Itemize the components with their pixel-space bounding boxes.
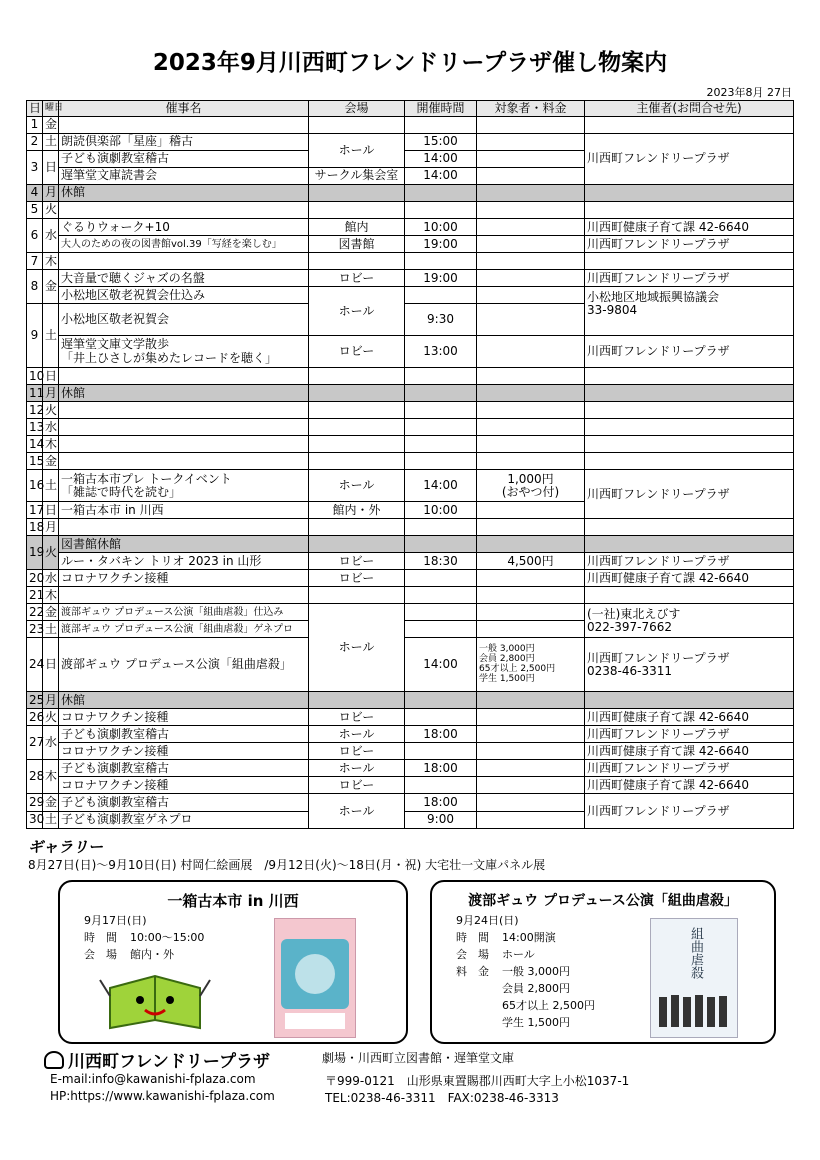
day-cell: 3 xyxy=(27,151,43,185)
venue-cell: 図書館 xyxy=(309,236,405,253)
venue-cell: ロビー xyxy=(309,270,405,287)
organizer-cell: 川西町フレンドリープラザ xyxy=(585,726,794,743)
gallery-heading: ギャラリー xyxy=(28,838,104,856)
venue-cell: サークル集会室 xyxy=(309,168,405,185)
dow-cell: 水 xyxy=(43,419,59,436)
time-cell: 18:00 xyxy=(405,726,477,743)
box-fee: 65才以上 2,500円 xyxy=(502,999,595,1012)
event-cell: 渡部ギュウ プロデュース公演「組曲虐殺」仕込み xyxy=(59,604,309,621)
day-cell: 27 xyxy=(27,726,43,760)
venue-cell: ホール xyxy=(309,134,405,168)
venue-cell: ロビー xyxy=(309,336,405,368)
time-cell: 14:00 xyxy=(405,151,477,168)
event-line: 「雑誌で時代を読む」 xyxy=(61,484,182,499)
dow-cell: 土 xyxy=(43,621,59,638)
table-row xyxy=(27,553,794,570)
table-row xyxy=(27,587,794,604)
event-cell: 渡部ギュウ プロデュース公演「組曲虐殺」ゲネプロ xyxy=(59,621,309,638)
day-cell: 6 xyxy=(27,219,43,253)
event-cell: 子ども演劇教室ゲネプロ xyxy=(59,811,309,829)
price-line: 学生 1,500円 xyxy=(479,673,535,684)
box-date: 9月17日(日) xyxy=(84,914,147,927)
dow-cell: 火 xyxy=(43,202,59,219)
venue-cell: ロビー xyxy=(309,777,405,794)
dow-cell: 日 xyxy=(43,502,59,519)
dow-cell: 日 xyxy=(43,368,59,385)
day-cell: 20 xyxy=(27,570,43,587)
table-row xyxy=(27,219,794,236)
page-title: 2023年9月川西町フレンドリープラザ催し物案内 xyxy=(152,50,668,76)
table-row xyxy=(27,436,794,453)
dow-cell: 金 xyxy=(43,604,59,621)
table-row xyxy=(27,336,794,368)
event-cell: コロナワクチン接種 xyxy=(59,709,309,726)
header-target: 対象者・料金 xyxy=(477,101,585,117)
box-time: 14:00開演 xyxy=(502,931,556,944)
box-fee: 学生 1,500円 xyxy=(502,1016,570,1029)
dow-cell: 水 xyxy=(43,219,59,253)
box-date: 9月24日(日) xyxy=(456,914,519,927)
day-cell: 29 xyxy=(27,794,43,811)
event-cell: 一箱古本市 in 川西 xyxy=(59,502,309,519)
organizer-name: 小松地区地域振興協議会 xyxy=(587,290,720,305)
day-cell: 28 xyxy=(27,760,43,794)
organizer-cell xyxy=(585,604,794,638)
day-cell: 2 xyxy=(27,134,43,151)
dow-cell: 日 xyxy=(43,638,59,692)
box-fee: 会員 2,800円 xyxy=(502,982,570,995)
day-cell: 16 xyxy=(27,470,43,502)
dow-cell: 金 xyxy=(43,794,59,811)
organizer-cell xyxy=(585,638,794,692)
box-venue: 館内・外 xyxy=(130,948,174,961)
target-cell xyxy=(477,470,585,502)
dow-cell: 金 xyxy=(43,117,59,134)
footer-logo xyxy=(44,1047,270,1072)
table-row xyxy=(27,726,794,743)
issue-date: 2023年8月 27日 xyxy=(706,86,792,99)
organizer-cell: 川西町健康子育て課 42-6640 xyxy=(585,743,794,760)
header-venue: 会場 xyxy=(309,101,405,117)
venue-cell: ロビー xyxy=(309,709,405,726)
table-row xyxy=(27,536,794,553)
organizer-phone: 022-397-7662 xyxy=(587,619,673,634)
box-info xyxy=(84,912,204,963)
table-row xyxy=(27,419,794,436)
day-cell: 30 xyxy=(27,811,43,829)
time-cell: 10:00 xyxy=(405,219,477,236)
dow-cell: 火 xyxy=(43,402,59,419)
table-row xyxy=(27,604,794,621)
organizer-phone: 0238-46-3311 xyxy=(587,663,673,678)
header-time: 開催時間 xyxy=(405,101,477,117)
time-cell: 13:00 xyxy=(405,336,477,368)
dow-cell: 日 xyxy=(43,151,59,185)
event-cell: 遅筆堂文庫読書会 xyxy=(59,168,309,185)
dow-cell: 金 xyxy=(43,270,59,304)
day-cell: 8 xyxy=(27,270,43,304)
day-cell: 17 xyxy=(27,502,43,519)
header-day: 日 xyxy=(27,101,43,117)
table-row xyxy=(27,270,794,287)
event-cell xyxy=(59,336,309,368)
venue-label: 会 場 xyxy=(84,948,117,961)
table-row xyxy=(27,777,794,794)
day-cell: 7 xyxy=(27,253,43,270)
event-box-play xyxy=(430,880,776,1044)
dow-cell: 木 xyxy=(43,253,59,270)
box-info xyxy=(456,912,595,1031)
price-line: 65才以上 2,500円 xyxy=(479,663,556,674)
target-cell: 4,500円 xyxy=(477,553,585,570)
organizer-cell: 川西町フレンドリープラザ xyxy=(585,336,794,368)
poster-title: 組曲虐殺 xyxy=(688,927,703,979)
table-row xyxy=(27,453,794,470)
organizer-cell: 川西町健康子育て課 42-6640 xyxy=(585,709,794,726)
event-cell: 子ども演劇教室稽古 xyxy=(59,794,309,811)
day-cell: 9 xyxy=(27,304,43,368)
fee-label: 料 金 xyxy=(456,965,489,978)
footer-subtitle: 劇場・川西町立図書館・遅筆堂文庫 xyxy=(322,1051,515,1065)
organizer-cell xyxy=(585,287,794,336)
time-cell: 15:00 xyxy=(405,134,477,151)
header-event: 催事名 xyxy=(59,101,309,117)
table-row xyxy=(27,134,794,151)
book-market-poster-image xyxy=(274,918,356,1038)
table-row xyxy=(27,638,794,692)
event-cell: 休館 xyxy=(59,692,309,709)
day-cell: 14 xyxy=(27,436,43,453)
dow-cell: 月 xyxy=(43,185,59,202)
day-cell: 13 xyxy=(27,419,43,436)
box-title: 一箱古本市 in 川西 xyxy=(167,892,299,910)
time-label: 時 間 xyxy=(84,931,117,944)
event-line: 遅筆堂文庫文学散歩 xyxy=(61,337,170,352)
time-cell: 14:00 xyxy=(405,168,477,185)
table-row xyxy=(27,287,794,304)
day-cell: 24 xyxy=(27,638,43,692)
table-row xyxy=(27,402,794,419)
dow-cell: 木 xyxy=(43,587,59,604)
schedule-table xyxy=(26,100,794,829)
time-cell: 9:00 xyxy=(405,811,477,829)
box-title: 渡部ギュウ プロデュース公演「組曲虐殺」 xyxy=(468,893,738,909)
venue-cell: 館内 xyxy=(309,219,405,236)
book-character-icon xyxy=(100,966,210,1036)
event-cell: 子ども演劇教室稽古 xyxy=(59,760,309,777)
venue-cell: ロビー xyxy=(309,743,405,760)
footer-homepage[interactable]: HP:https://www.kawanishi-fplaza.com xyxy=(50,1089,275,1103)
venue-cell: ホール xyxy=(309,794,405,829)
table-row xyxy=(27,385,794,402)
event-cell: 小松地区敬老祝賀会仕込み xyxy=(59,287,309,304)
time-cell: 19:00 xyxy=(405,270,477,287)
table-row xyxy=(27,368,794,385)
table-row xyxy=(27,743,794,760)
day-cell: 11 xyxy=(27,385,43,402)
event-cell: 朗読倶楽部「星座」稽古 xyxy=(59,134,309,151)
day-cell: 18 xyxy=(27,519,43,536)
event-cell: 子ども演劇教室稽古 xyxy=(59,151,309,168)
day-cell: 22 xyxy=(27,604,43,621)
event-cell: 大音量で聴くジャズの名盤 xyxy=(59,270,309,287)
time-cell: 19:00 xyxy=(405,236,477,253)
table-row xyxy=(27,117,794,134)
day-cell: 1 xyxy=(27,117,43,134)
dow-cell: 月 xyxy=(43,519,59,536)
organizer-phone: 33-9804 xyxy=(587,303,638,318)
dow-cell: 火 xyxy=(43,536,59,570)
event-cell: ルー・タバキン トリオ 2023 in 山形 xyxy=(59,553,309,570)
organizer-cell: 川西町健康子育て課 42-6640 xyxy=(585,219,794,236)
dow-cell: 金 xyxy=(43,453,59,470)
footer-logo-text: 川西町フレンドリープラザ xyxy=(68,1052,271,1072)
dow-cell: 火 xyxy=(43,709,59,726)
day-cell: 19 xyxy=(27,536,43,570)
dow-cell: 土 xyxy=(43,134,59,151)
organizer-cell: 川西町健康子育て課 42-6640 xyxy=(585,777,794,794)
gallery-text: 8月27日(日)〜9月10日(日) 村岡仁絵画展 /9月12日(火)〜18日(月・祝) 大宅壮一文庫パネル展 xyxy=(28,858,546,872)
table-row xyxy=(27,236,794,253)
venue-cell: ホール xyxy=(309,760,405,777)
event-cell: コロナワクチン接種 xyxy=(59,743,309,760)
event-box-book-market xyxy=(58,880,408,1044)
day-cell: 25 xyxy=(27,692,43,709)
table-row xyxy=(27,794,794,811)
box-time: 10:00〜15:00 xyxy=(130,931,205,944)
time-label: 時 間 xyxy=(456,931,489,944)
dow-cell: 土 xyxy=(43,304,59,368)
time-cell: 18:00 xyxy=(405,794,477,811)
organizer-cell: 川西町フレンドリープラザ xyxy=(585,470,794,519)
target-cell xyxy=(477,638,585,692)
dow-cell: 月 xyxy=(43,385,59,402)
organizer-cell: 川西町フレンドリープラザ xyxy=(585,236,794,253)
venue-cell: ホール xyxy=(309,726,405,743)
organizer-cell: 川西町フレンドリープラザ xyxy=(585,553,794,570)
dow-cell: 木 xyxy=(43,760,59,794)
day-cell: 21 xyxy=(27,587,43,604)
dow-cell: 木 xyxy=(43,436,59,453)
venue-label: 会 場 xyxy=(456,948,489,961)
box-venue: ホール xyxy=(502,948,535,961)
venue-cell: ロビー xyxy=(309,570,405,587)
footer-email[interactable]: E-mail:info@kawanishi-fplaza.com xyxy=(50,1072,256,1086)
table-header xyxy=(27,101,794,117)
day-cell: 26 xyxy=(27,709,43,726)
table-row xyxy=(27,519,794,536)
table-row xyxy=(27,760,794,777)
organizer-cell: 川西町フレンドリープラザ xyxy=(585,270,794,287)
venue-cell: ホール xyxy=(309,604,405,692)
price-note: (おやつ付) xyxy=(501,484,560,499)
event-cell: コロナワクチン接種 xyxy=(59,777,309,794)
table-row xyxy=(27,185,794,202)
organizer-name: (一社)東北えびす xyxy=(587,606,681,621)
price-line: 会員 2,800円 xyxy=(479,654,535,664)
time-cell: 9:30 xyxy=(405,304,477,336)
event-line: 一箱古本市プレ トークイベント xyxy=(61,471,232,486)
box-fee: 一般 3,000円 xyxy=(502,965,570,978)
header-organizer: 主催者(お問合せ先) xyxy=(585,101,794,117)
table-row xyxy=(27,253,794,270)
venue-cell: ホール xyxy=(309,470,405,502)
event-cell: 小松地区敬老祝賀会 xyxy=(59,304,309,336)
organizer-cell: 川西町フレンドリープラザ xyxy=(585,134,794,185)
event-cell xyxy=(59,470,309,502)
time-cell: 18:00 xyxy=(405,760,477,777)
day-cell: 5 xyxy=(27,202,43,219)
day-cell: 10 xyxy=(27,368,43,385)
event-cell: 図書館休館 xyxy=(59,536,309,553)
time-cell: 18:30 xyxy=(405,553,477,570)
table-row xyxy=(27,202,794,219)
plaza-logo-icon xyxy=(44,1051,64,1069)
event-cell: コロナワクチン接種 xyxy=(59,570,309,587)
event-cell: 休館 xyxy=(59,185,309,202)
venue-cell: ホール xyxy=(309,287,405,336)
organizer-cell: 川西町フレンドリープラザ xyxy=(585,794,794,829)
price: 1,000円 xyxy=(507,471,554,486)
event-cell: 子ども演劇教室稽古 xyxy=(59,726,309,743)
organizer-cell: 川西町健康子育て課 42-6640 xyxy=(585,570,794,587)
day-cell: 12 xyxy=(27,402,43,419)
event-cell: 渡部ギュウ プロデュース公演「組曲虐殺」 xyxy=(59,638,309,692)
table-row xyxy=(27,470,794,502)
dow-cell: 土 xyxy=(43,470,59,502)
dow-cell: 土 xyxy=(43,811,59,829)
table-row xyxy=(27,692,794,709)
time-cell: 10:00 xyxy=(405,502,477,519)
event-cell: 大人のための夜の図書館vol.39「写経を楽しむ」 xyxy=(59,236,309,253)
footer-address: 〒999-0121 山形県東置賜郡川西町大字上小松1037-1 xyxy=(325,1074,630,1088)
day-cell: 15 xyxy=(27,453,43,470)
organizer-name: 川西町フレンドリープラザ xyxy=(587,650,730,665)
table-row xyxy=(27,570,794,587)
dow-cell: 月 xyxy=(43,692,59,709)
time-cell: 14:00 xyxy=(405,470,477,502)
time-cell: 14:00 xyxy=(405,638,477,692)
venue-cell: ロビー xyxy=(309,553,405,570)
table-row xyxy=(27,709,794,726)
event-cell: 休館 xyxy=(59,385,309,402)
day-cell: 23 xyxy=(27,621,43,638)
venue-cell: 館内・外 xyxy=(309,502,405,519)
organizer-cell: 川西町フレンドリープラザ xyxy=(585,760,794,777)
footer-tel: TEL:0238-46-3311 FAX:0238-46-3313 xyxy=(325,1091,559,1105)
header-dow: 曜日 xyxy=(43,101,59,117)
dow-cell: 水 xyxy=(43,570,59,587)
day-cell: 4 xyxy=(27,185,43,202)
dow-cell: 水 xyxy=(43,726,59,760)
play-poster-image xyxy=(650,918,738,1038)
price-line: 一般 3,000円 xyxy=(479,644,535,655)
event-line: 「井上ひさしが集めたレコードを聴く」 xyxy=(61,350,278,365)
event-cell: ぐるりウォーク+10 xyxy=(59,219,309,236)
